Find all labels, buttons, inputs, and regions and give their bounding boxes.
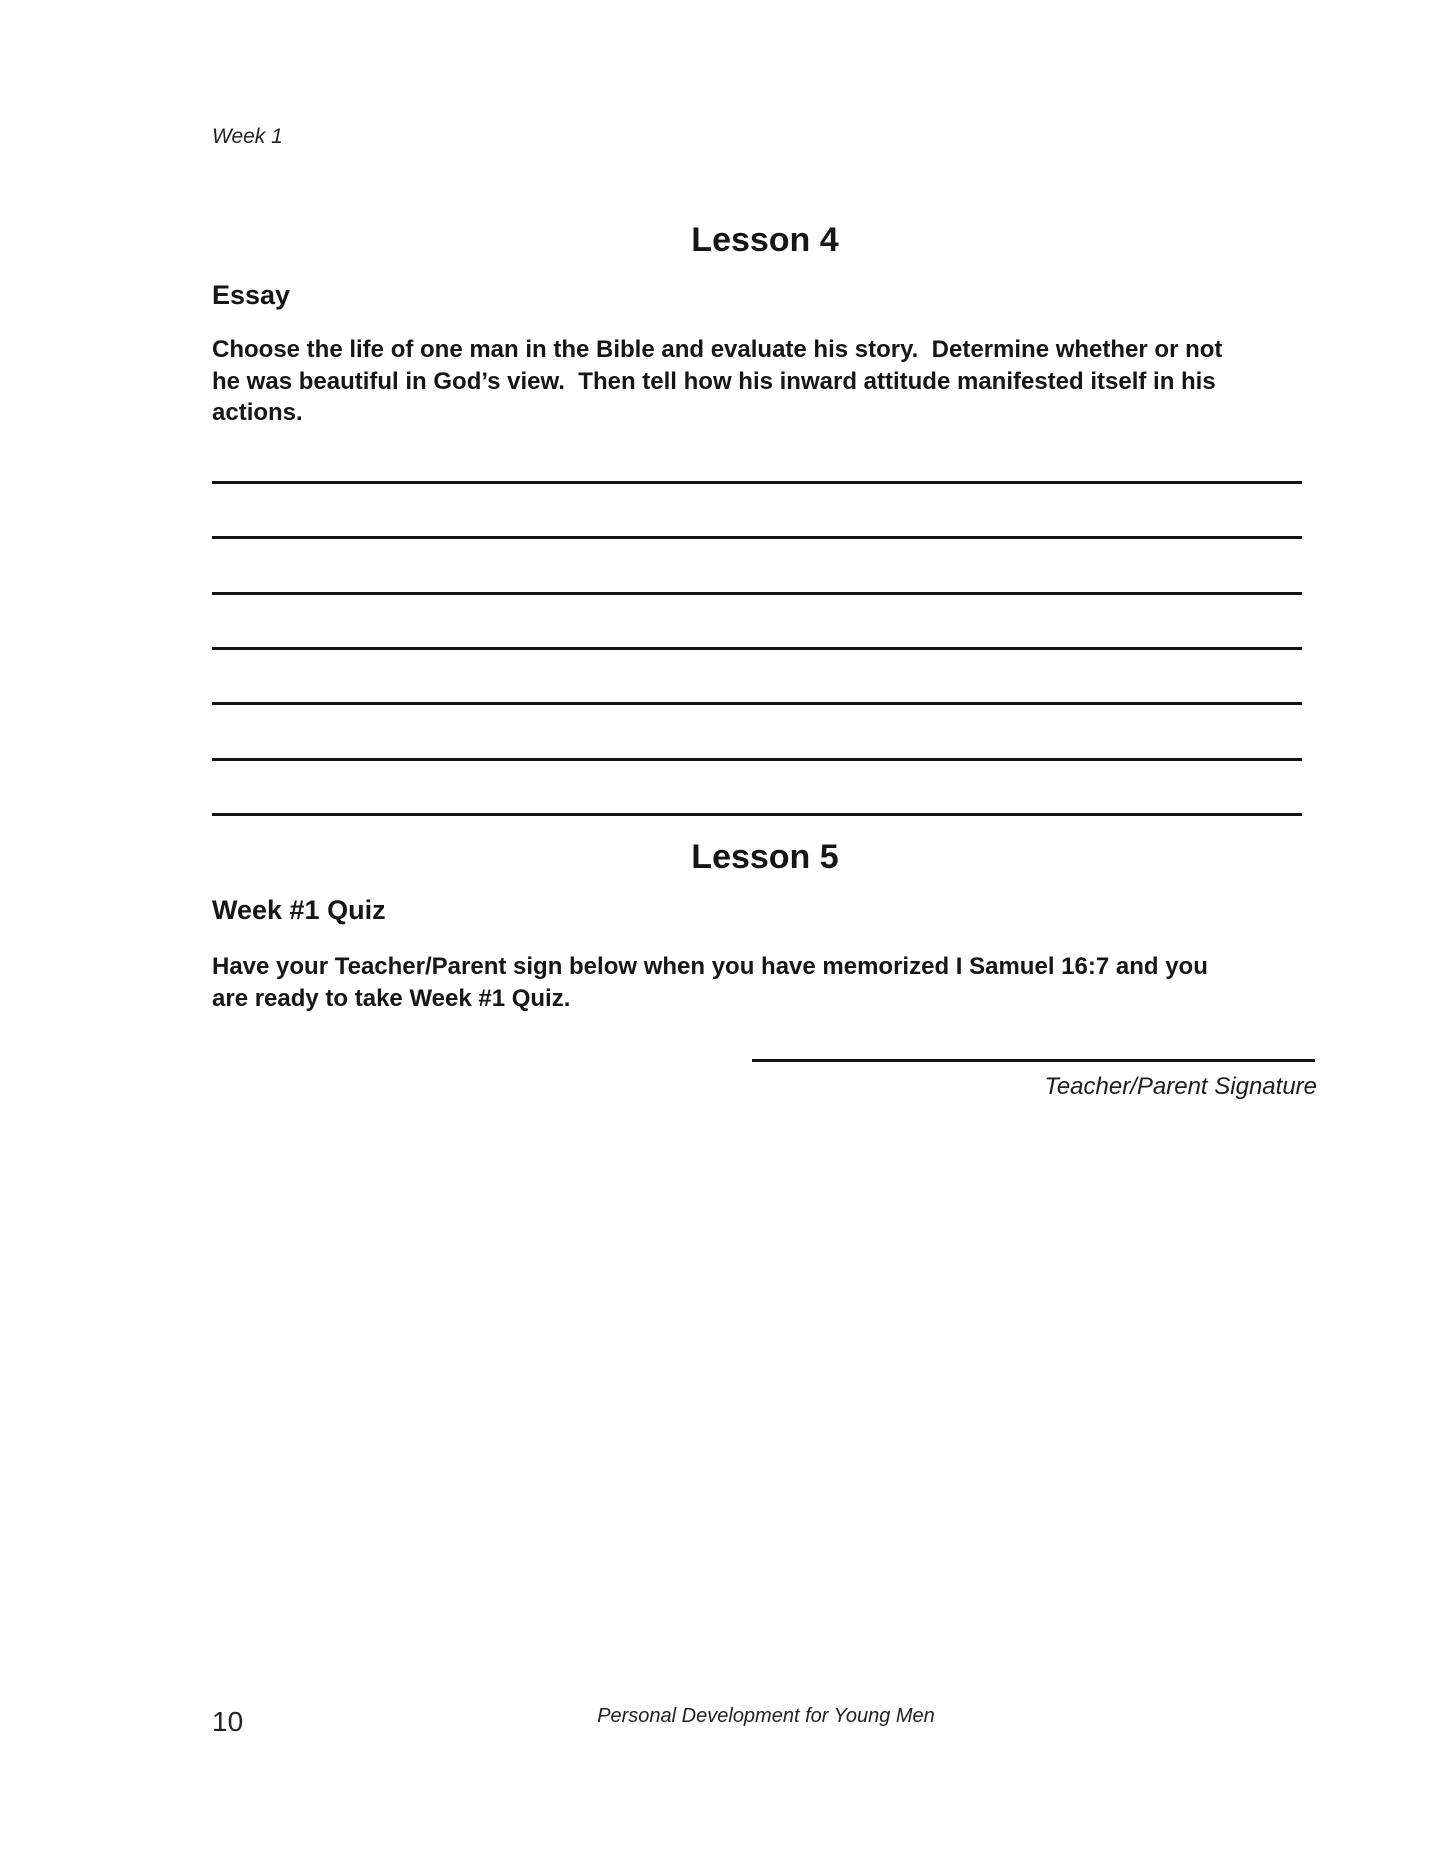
essay-answer-line: [212, 592, 1302, 595]
essay-prompt: [212, 334, 1342, 429]
essay-answer-line: [212, 813, 1302, 816]
essay-prompt-line: Choose the life of one man in the Bible and evaluate his story. Determine whether or not: [212, 336, 1223, 363]
essay-answer-line: [212, 481, 1302, 484]
quiz-instructions: [212, 951, 1342, 1014]
lesson4-title: Lesson 4: [691, 221, 839, 259]
essay-prompt-line: he was beautiful in God’s view. Then tell how his inward attitude manifested itself in his: [212, 367, 1216, 395]
quiz-instructions-line: are ready to take Week #1 Quiz.: [212, 984, 571, 1012]
essay-answer-line: [212, 647, 1302, 650]
quiz-instructions-line: Have your Teacher/Parent sign below when you have memorized I Samuel 16:7 and you: [212, 953, 1208, 980]
footer-page-number: 10: [212, 1706, 244, 1737]
essay-prompt-line: actions.: [212, 399, 303, 426]
lesson5-title: Lesson 5: [691, 838, 839, 876]
essay-answer-line: [212, 536, 1302, 539]
signature-rule-line: [752, 1059, 1315, 1062]
signature-caption: Teacher/Parent Signature: [1044, 1073, 1317, 1100]
running-header-week: Week 1: [212, 125, 283, 148]
essay-section-label: Essay: [212, 280, 291, 310]
quiz-section-label: Week #1 Quiz: [212, 895, 386, 925]
footer-book-title: Personal Development for Young Men: [597, 1705, 935, 1727]
essay-answer-line: [212, 702, 1302, 705]
essay-answer-line: [212, 758, 1302, 761]
